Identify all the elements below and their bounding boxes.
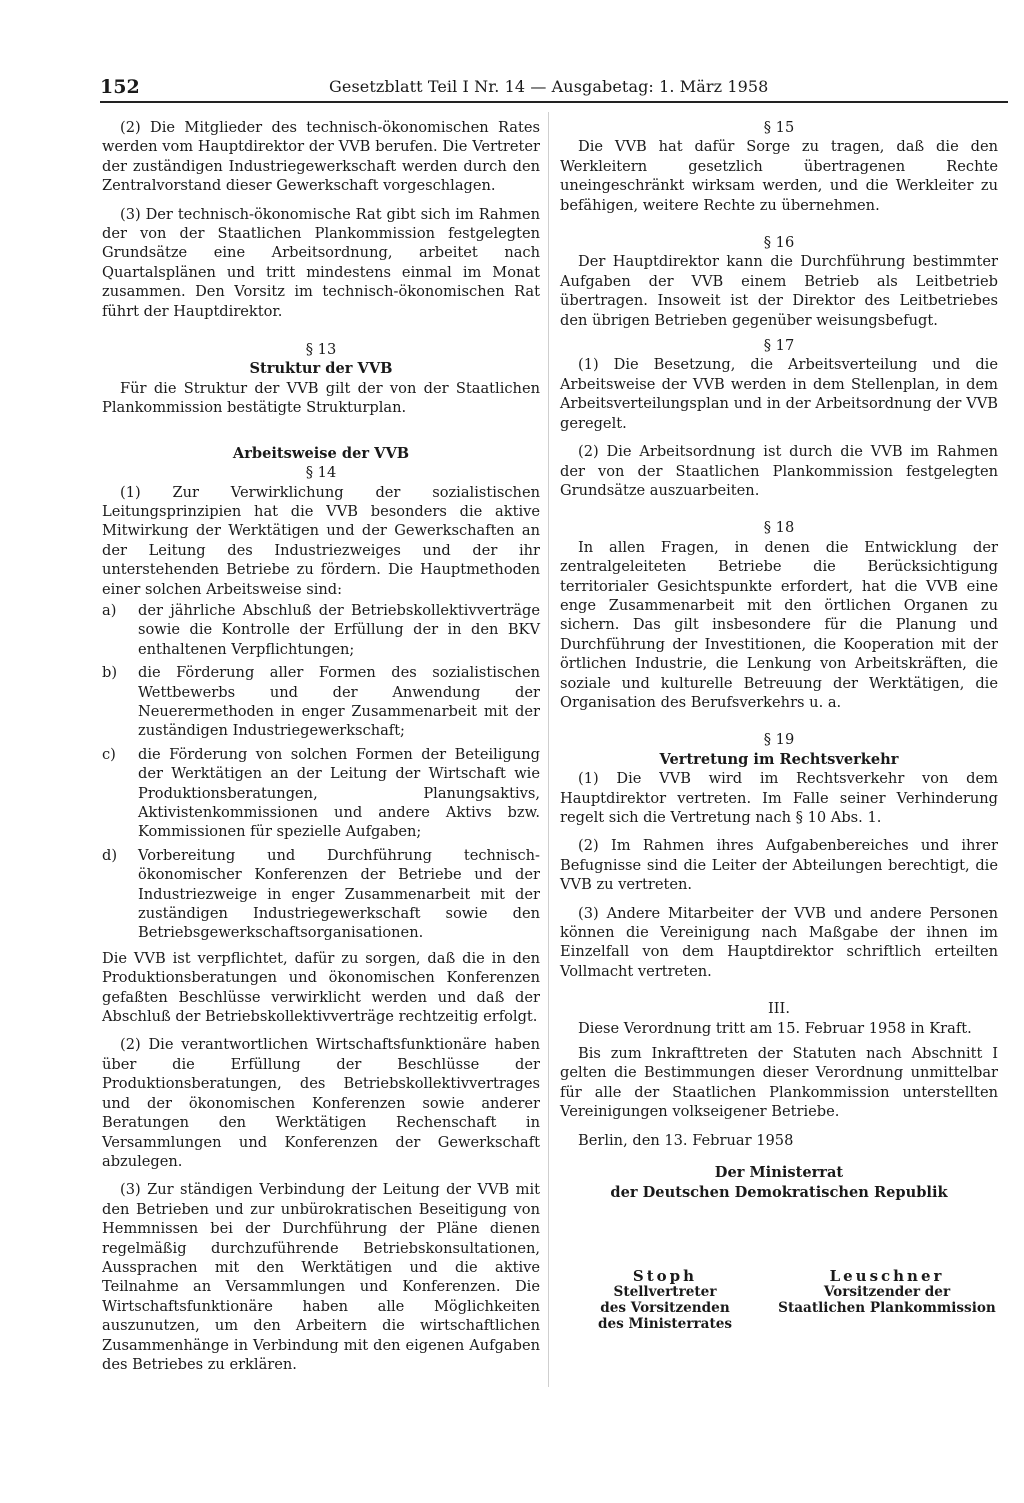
section-title: Struktur der VVB [249, 360, 393, 378]
section-number: § 14 [305, 464, 337, 482]
section-number: § 19 [763, 731, 795, 749]
list-item [102, 601, 540, 659]
council-title: Der Ministerrat [714, 1164, 844, 1182]
paragraph: (2) Die Arbeitsordnung ist durch die VVB im Rahmen der von der Staatlichen Plankommission festgelegten Grundsätze auszuarbeiten. [560, 443, 998, 499]
signatory-role: Staatlichen Plankommission [778, 1300, 996, 1316]
list-label: d) [102, 846, 118, 864]
left-column [102, 118, 540, 1374]
paragraph: Diese Verordnung tritt am 15. Februar 1958 in Kraft. [578, 1019, 972, 1037]
paragraph: Der Hauptdirektor kann die Durchführung bestimmter Aufgaben der VVB einem Betrieb als Leitbetrieb übertragen. Insoweit ist der Direktor des Leitbetriebes den übrigen Betrieben gegenüber weisungsbefugt. [560, 253, 998, 329]
list-text: die Förderung aller Formen des sozialistischen Wettbewerbs und der Anwendung der Neuerermethoden in enger Zusammenarbeit mit der zuständigen Industriegewerkschaft; [138, 664, 540, 740]
section-title: Vertretung im Rechtsverkehr [659, 750, 899, 768]
signatory-role: des Vorsitzenden [600, 1300, 730, 1316]
paragraph: (1) Die Besetzung, die Arbeitsverteilung und die Arbeitsweise der VVB werden in dem Stellenplan, in dem Arbeitsverteilungsplan und in der Arbeitsordnung der VVB geregelt. [560, 356, 998, 432]
section-number: § 17 [763, 337, 795, 355]
signatory-role: Stellvertreter [613, 1284, 717, 1300]
section-number: § 16 [763, 234, 795, 252]
list-label: b) [102, 664, 118, 682]
signature-left [560, 1268, 770, 1332]
paragraph: (1) Die VVB wird im Rechtsverkehr von dem Hauptdirektor vertreten. Im Falle seiner Verhinderung regelt sich die Vertretung nach § 10 Abs. 1. [560, 770, 998, 826]
right-column [560, 118, 998, 1202]
section-number: § 18 [763, 519, 795, 537]
list-label: a) [102, 601, 117, 619]
signatory-name: Leuschner [829, 1267, 945, 1285]
paragraph: (2) Die verantwortlichen Wirtschaftsfunktionäre haben über die Erfüllung der Beschlüsse der Produktionsberatungen, des Betriebskollektivvertrages und der ökonomischen Konferenzen sowie anderer Beratungen den Werktätigen Rechenschaft in Versammlungen und Konferenzen der Gewerkschaft abzulegen. [102, 1036, 540, 1170]
header-title: Gesetzblatt Teil I Nr. 14 — Ausgabetag: 1. März 1958 [329, 77, 769, 96]
signatory-role: des Ministerrates [597, 1316, 733, 1332]
signatory-role: Vorsitzender der [823, 1284, 951, 1300]
paragraph: (2) Die Mitglieder des technisch-ökonomischen Rates werden vom Hauptdirektor der VVB berufen. Die Vertreter der zuständigen Industriegewerkschaft werden durch den Zentralvorstand dieser Gewerkschaft vorgeschlagen. [102, 119, 540, 195]
paragraph: Die VVB hat dafür Sorge zu tragen, daß die den Werkleitern gesetzlich übertragenen Rechte uneingeschränkt wirksam werden, und die Werkleiter zu befähigen, weitere Rechte zu übernehmen. [560, 138, 998, 214]
list-text: die Förderung von solchen Formen der Beteiligung der Werktätigen an der Leitung der Wirtschaft wie Produktionsberatungen, Planungsaktivs, Aktivistenkommissionen und andere Aktivs bzw. Kommissionen für spezielle Aufgaben; [138, 745, 540, 841]
paragraph: Für die Struktur der VVB gilt der von der Staatlichen Plankommission bestätigte Strukturplan. [102, 379, 540, 417]
paragraph: (3) Andere Mitarbeiter der VVB und andere Personen können die Vereinigung nach Maßgabe der ihnen im Einzelfall von dem Hauptdirektor schriftlich erteilten Vollmacht vertreten. [560, 904, 998, 980]
signatory-name: Stoph [632, 1267, 698, 1285]
list-text: Vorbereitung und Durchführung technisch-ökonomischer Konferenzen der Betriebe und der Industriezweige in enger Zusammenarbeit mit der zuständigen Industriegewerkschaft sowie den Betriebsgewerkschaftsorganisationen. [138, 846, 540, 942]
council-subtitle: der Deutschen Demokratischen Republik [610, 1183, 948, 1201]
header-rule [100, 101, 1008, 103]
section-number: § 15 [763, 119, 795, 136]
paragraph: Bis zum Inkrafttreten der Statuten nach Abschnitt I gelten die Bestimmungen dieser Verordnung unmittelbar für alle der Staatlichen Plankommission unterstellten Vereinigungen volkseigener Betriebe. [560, 1045, 998, 1121]
column-divider [548, 112, 549, 1387]
signature-right [774, 1268, 1000, 1316]
paragraph: (1) Zur Verwirklichung der sozialistischen Leitungsprinzipien hat die VVB besonders die aktive Mitwirkung der Werktätigen und der Gewerkschaften an der Leitung des Industriezweiges und der ihr unterstehenden Betriebe zu fördern. Die Hauptmethoden einer solchen Arbeitsweise sind: [102, 483, 540, 598]
list-label: c) [102, 745, 116, 763]
paragraph: (2) Im Rahmen ihres Aufgabenbereiches und ihrer Befugnisse sind die Leiter der Abteilungen berechtigt, die VVB zu vertreten. [560, 837, 998, 894]
page-number: 152 [100, 76, 140, 98]
date-line: Berlin, den 13. Februar 1958 [578, 1131, 794, 1149]
paragraph: In allen Fragen, in denen die Entwicklung der zentralgeleiteten Betriebe die Berücksichtigung territorialer Gesichtspunkte erfordert, hat die VVB eine enge Zusammenarbeit mit den örtlichen Organen zu sichern. Das gilt insbesondere für die Planung und Durchführung der Investitionen, die Kooperation mit der örtlichen Industrie, die Lenkung von Arbeitskräften, die soziale und kulturelle Betreuung der Werktätigen, die Organisation des Berufsverkehrs u. a. [560, 538, 998, 711]
list-text: der jährliche Abschluß der Betriebskollektivverträge sowie die Kontrolle der Erfüllung der in den BKV enthaltenen Verpflichtungen; [138, 601, 540, 658]
list-item [102, 663, 540, 741]
paragraph: (3) Zur ständigen Verbindung der Leitung der VVB mit den Betrieben und zur unbürokratischen Beseitigung von Hemmnissen bei der Durchführung der Pläne dienen regelmäßig durchzuführende Betriebskonsultationen, Aussprachen mit den Werktätigen und die aktive Teilnahme an Versammlungen und Konferenzen. Die Wirtschaftsfunktionäre haben alle Möglichkeiten auszunutzen, um den Arbeitern die wirtschaftlichen Zusammenhänge in Verbindung mit den eigenen Aufgaben des Betriebes zu erklären. [102, 1181, 540, 1373]
paragraph: Die VVB ist verpflichtet, dafür zu sorgen, daß die in den Produktionsberatungen und ökonomischen Konferenzen gefaßten Beschlüsse verwirklicht werden und daß der Abschluß der Betriebskollektivverträge rechtzeitig erfolgt. [102, 949, 540, 1026]
page-header [100, 76, 1008, 102]
section-heading: Arbeitsweise der VVB [232, 444, 410, 462]
list-item [102, 745, 540, 842]
list-item [102, 846, 540, 943]
section-number: III. [768, 1000, 790, 1018]
paragraph: (3) Der technisch-ökonomische Rat gibt sich im Rahmen der von der Staatlichen Plankommission festgelegten Grundsätze eine Arbeitsordnung, arbeitet nach Quartalsplänen und tritt mindestens einmal im Monat zusammen. Den Vorsitz im technisch-ökonomischen Rat führt der Hauptdirektor. [102, 205, 540, 320]
section-number: § 13 [305, 341, 337, 359]
